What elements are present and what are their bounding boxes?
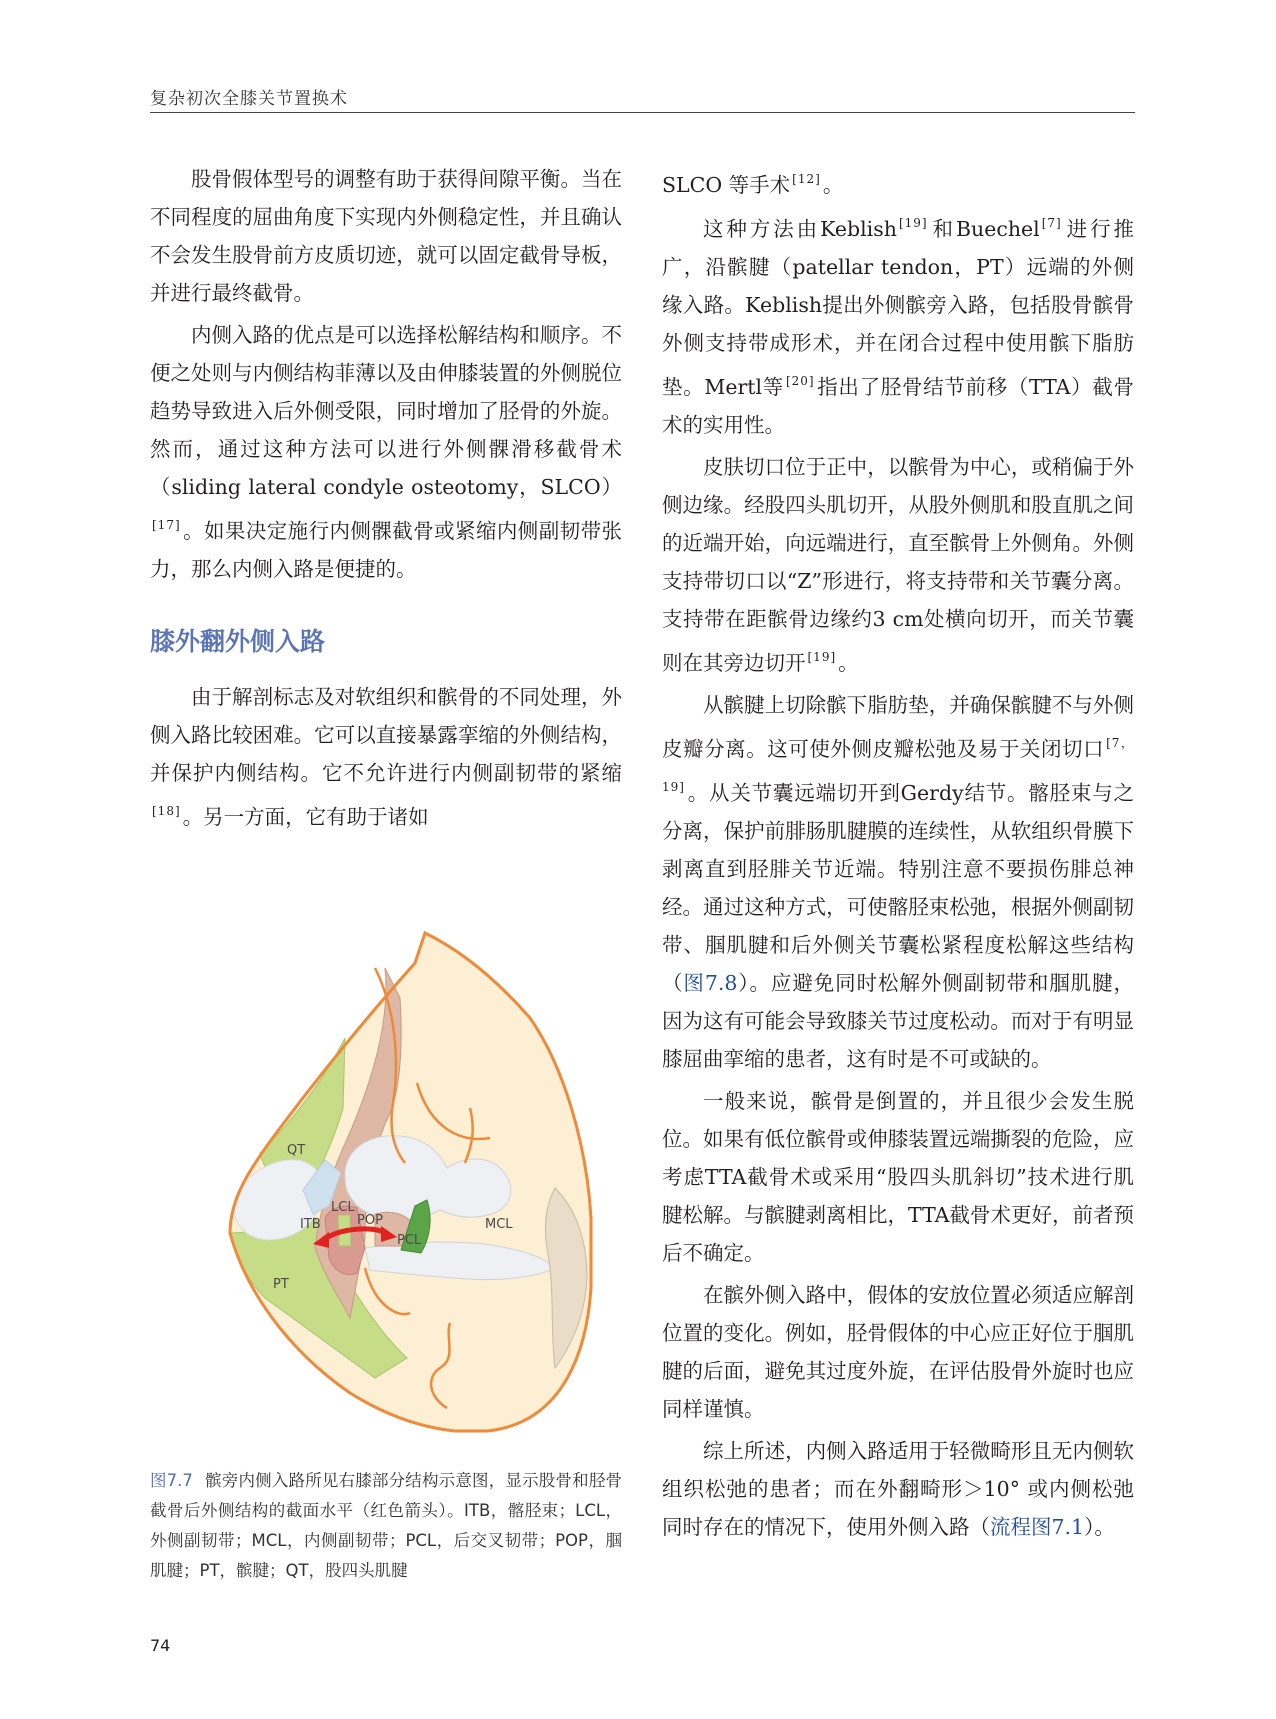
section-heading: 膝外翻外侧入路 [150,627,326,656]
paragraph: 一般来说，髌骨是倒置的，并且很少会发生脱位。如果有低位髌骨或伸膝装置远端撕裂的危险，应考虑TTA截骨术或采用“股四头肌斜切”技术进行肌腱松解。与髌腱剥离相比，TTA截骨术更好，前者预后不确定。 [662,1089,1134,1265]
header-rule [150,112,1135,113]
caption-text: 髌旁内侧入路所见右膝部分结构示意图，显示股骨和胫骨截骨后外侧结构的截面水平（红色箭头）。ITB，髂胫束；LCL，外侧副韧带；MCL，内侧副韧带；PCL，后交叉韧带；POP，腘肌腱；PT，髌腱；QT，股四头肌腱 [150,1471,623,1580]
paragraph: SLCO 等手术 [12]。 [662,172,844,197]
label-mcl: MCL [485,1217,513,1232]
citation: [12] [792,172,821,186]
paragraph: 从髌腱上切除髌下脂肪垫，并确保髌腱不与外侧皮瓣分离。这可使外侧皮瓣松弛及易于关闭切口 [7，19]。从关节囊远端切开到Gerdy结节。髂胫束与之分离，保护前腓肠肌腱膜的连续性，从软组织骨膜下剥离直到胫腓关节近端。特别注意不要损伤腓总神经。通过这种方式，可使髂胫束松弛，根据外侧副韧带、腘肌腱和后外侧关节囊松紧程度松解这些结构（图7.8）。应避免同时松解外侧副韧带和腘肌腱，因为这有可能会导致膝关节过度松动。而对于有明显膝屈曲挛缩的患者，这有时是不可或缺的。 [662,693,1135,1071]
citation: [19] [898,216,928,230]
label-qt: QT [287,1143,306,1158]
paragraph: 内侧入路的优点是可以选择松解结构和顺序。不便之处则与内侧结构菲薄以及由伸膝装置的外侧脱位趋势导致进入后外侧受限，同时增加了胫骨的外旋。然而，通过这种方法可以进行外侧髁滑移截骨术（sliding lateral condyle osteotomy，SLCO）[17]。如果决定施行内侧髁截骨或紧缩内侧副韧带张力，那么内侧入路是便捷的。 [150,323,622,581]
label-lcl: LCL [331,1200,355,1215]
citation: [20] [785,374,815,388]
left-column [150,160,622,836]
paragraph: 在髌外侧入路中，假体的安放位置必须适应解剖位置的变化。例如，胫骨假体的中心应正好位于腘肌腱的后面，避免其过度外旋，在评估股骨外旋时也应同样谨慎。 [662,1283,1134,1421]
citation: [18] [152,804,181,818]
citation: [7，19] [662,736,1134,794]
paragraph: 股骨假体型号的调整有助于获得间隙平衡。当在不同程度的屈曲角度下实现内外侧稳定性，并且确认不会发生股骨前方皮质切迹，就可以固定截骨导板，并进行最终截骨。 [150,167,622,305]
label-pcl: PCL [397,1233,422,1248]
paragraph: 皮肤切口位于正中，以髌骨为中心，或稍偏于外侧边缘。经股四头肌切开，从股外侧肌和股直肌之间的近端开始，向远端进行，直至髌骨上外侧角。外侧支持带切口以“Z”形进行，将支持带和关节囊分离。支持带在距髌骨边缘约3 cm处横向切开，而关节囊则在其旁边切开 [19]。 [662,455,1134,675]
right-column [662,160,1134,1546]
knee-diagram [225,928,595,1443]
citation: [7] [1041,216,1062,230]
flowchart-link[interactable]: 流程图7.1 [990,1515,1085,1539]
figure-link[interactable]: 图7.8 [683,971,738,995]
citation: [17] [152,518,181,532]
caption-label: 图7.7 [150,1471,193,1490]
label-pop: POP [357,1213,383,1228]
label-itb: ITB [300,1217,321,1232]
figure-caption [150,1466,622,1586]
paragraph: 由于解剖标志及对软组织和髌骨的不同处理，外侧入路比较困难。它可以直接暴露挛缩的外侧结构，并保护内侧结构。它不允许进行内侧副韧带的紧缩[18]。另一方面，它有助于诸如 [150,685,622,829]
citation: [19] [807,650,837,664]
running-header: 复杂初次全膝关节置换术 [150,89,348,109]
label-pt: PT [273,1277,289,1292]
paragraph: 综上所述，内侧入路适用于轻微畸形且无内侧软组织松弛的患者；而在外翻畸形＞10° 或内侧松弛同时存在的情况下，使用外侧入路（流程图7.1）。 [662,1439,1134,1539]
paragraph: 这种方法由Keblish [19]和Buechel [7]进行推广，沿髌腱（patellar tendon，PT）远端的外侧缘入路。Keblish提出外侧髌旁入路，包括股骨髌骨外侧支持带成形术，并在闭合过程中使用髌下脂肪垫。Mertl等 [20]指出了胫骨结节前移（TTA）截骨术的实用性。 [662,216,1134,437]
page-number: 74 [150,1636,171,1655]
